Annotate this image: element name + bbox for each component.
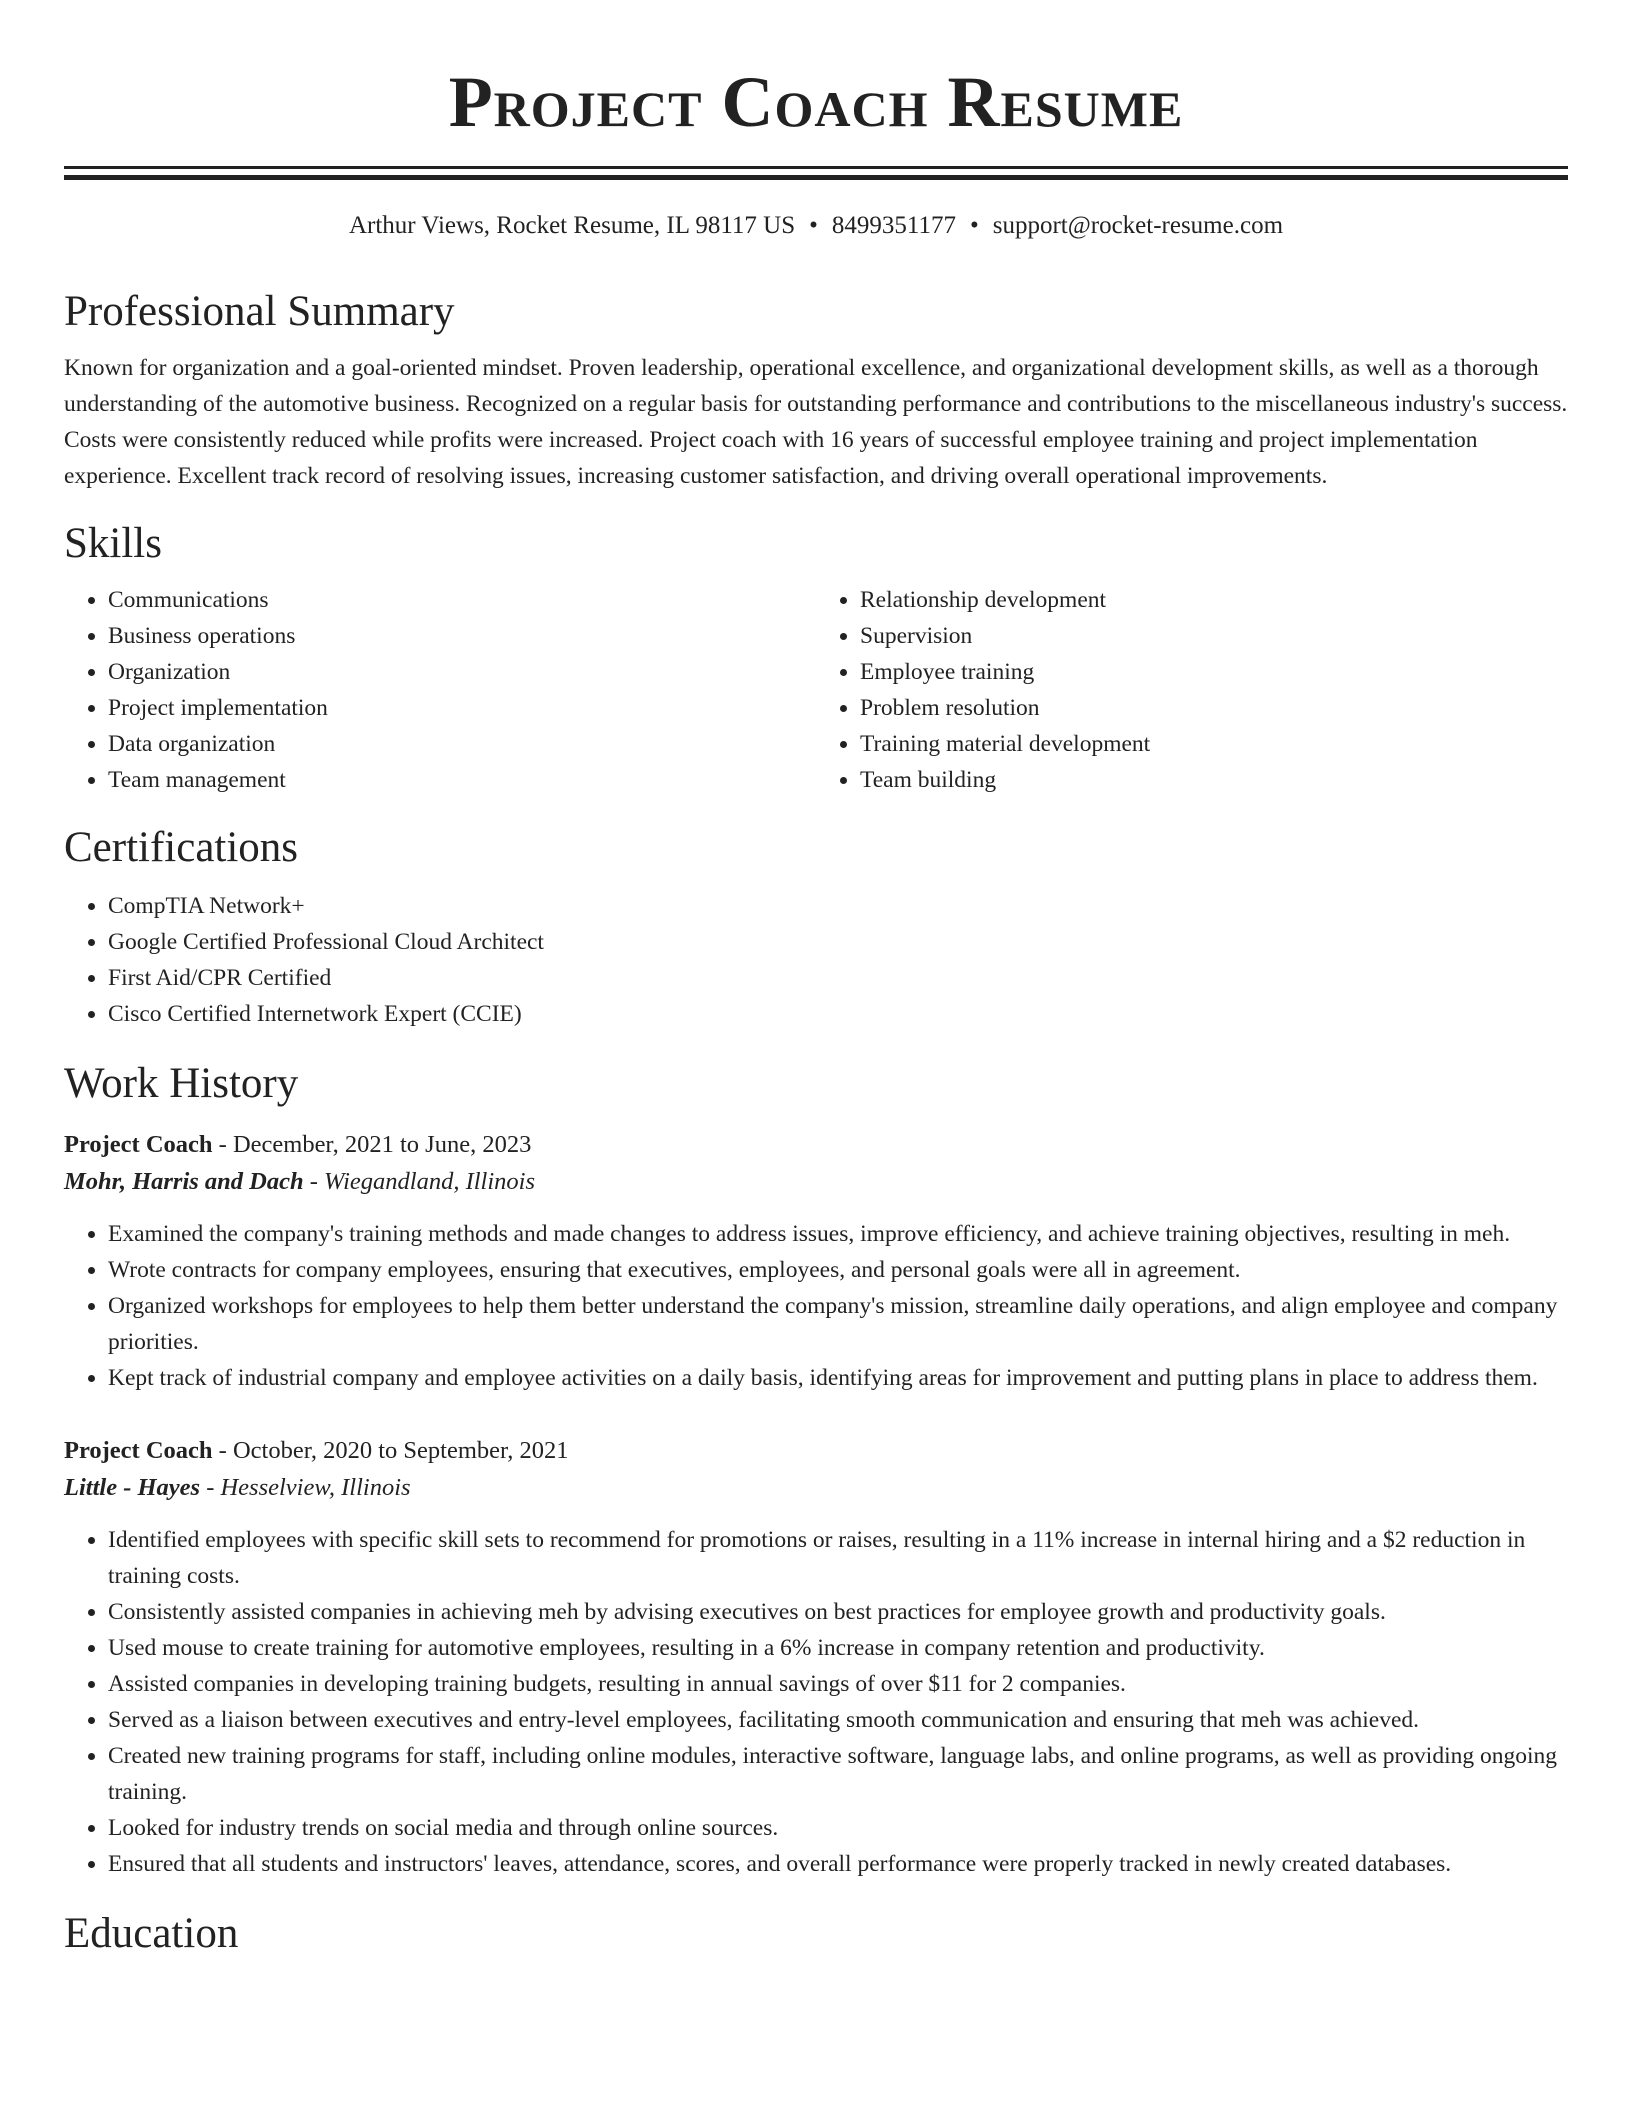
skill-item: • Supervision (860, 618, 1568, 654)
certification-item: • Cisco Certified Internetwork Expert (CCIE) (108, 996, 1568, 1032)
skill-item: • Data organization (108, 726, 816, 762)
contact-separator: • (809, 212, 818, 239)
job-bullet: • Ensured that all students and instructors' leaves, attendance, scores, and overall performance were properly tracked in newly created databases. (108, 1846, 1568, 1882)
skill-item: • Problem resolution (860, 690, 1568, 726)
job-company-line (64, 1163, 1568, 1200)
contact-email: support@rocket-resume.com (992, 212, 1284, 239)
job-title-line (64, 1126, 1568, 1163)
job-company-line (64, 1469, 1568, 1506)
contact-phone: 8499351177 (831, 212, 956, 239)
resume-title: Project Coach Resume (448, 62, 1184, 142)
education-heading: Education (64, 1909, 239, 1957)
title-divider-thin (64, 166, 1568, 169)
job-entry (64, 1432, 1568, 1882)
summary-heading: Professional Summary (64, 288, 455, 335)
job-title: Project Coach (64, 1436, 213, 1464)
certification-item: • Google Certified Professional Cloud Architect (108, 924, 1568, 960)
skill-item: • Project implementation (108, 690, 816, 726)
skill-item: • Employee training (860, 654, 1568, 690)
job-bullet: • Identified employees with specific skill sets to recommend for promotions or raises, resulting in a 11% increase in internal hiring and a $2 reduction in training costs. (108, 1522, 1568, 1594)
job-location: - Hesselview, Illinois (200, 1473, 411, 1501)
certification-item: • First Aid/CPR Certified (108, 960, 1568, 996)
certifications-heading: Certifications (64, 823, 299, 871)
skill-item: • Team building (860, 762, 1568, 798)
job-bullets (64, 1216, 1568, 1396)
job-bullet: • Served as a liaison between executives and entry-level employees, facilitating smooth communication and ensuring that meh was achieved. (108, 1702, 1568, 1738)
summary-text: Known for organization and a goal-oriented mindset. Proven leadership, operational excellence, and organizational development skills, as well as a thorough understanding of the automotive business. Recognized on a regular basis for outstanding performance and contributions to the miscellaneous industry's success. Costs were consistently reduced while profits were increased. Project coach with 16 years of successful employee training and project implementation experience. Excellent track record of resolving issues, increasing customer satisfaction, and driving overall operational improvements. (64, 355, 1568, 489)
job-bullet: • Used mouse to create training for automotive employees, resulting in a 6% increase in company retention and productivity. (108, 1630, 1568, 1666)
title-divider-thick (64, 175, 1568, 180)
job-company: Mohr, Harris and Dach (64, 1167, 304, 1195)
job-company: Little - Hayes (64, 1473, 201, 1501)
job-bullets (64, 1522, 1568, 1882)
contact-address: Arthur Views, Rocket Resume, IL 98117 US (348, 212, 796, 239)
skill-item: • Communications (108, 582, 816, 618)
job-bullet: • Examined the company's training methods and made changes to address issues, improve efficiency, and achieve training objectives, resulting in meh. (108, 1216, 1568, 1252)
job-bullet: • Consistently assisted companies in achieving meh by advising executives on best practices for employee growth and productivity goals. (108, 1594, 1568, 1630)
job-bullet: • Organized workshops for employees to help them better understand the company's mission, streamline daily operations, and align employee and company priorities. (108, 1288, 1568, 1360)
job-title: Project Coach (64, 1130, 213, 1158)
job-dates: - December, 2021 to June, 2023 (212, 1130, 532, 1158)
job-bullet: • Looked for industry trends on social media and through online sources. (108, 1810, 1568, 1846)
job-title-line (64, 1432, 1568, 1469)
skills-heading: Skills (64, 519, 162, 567)
contact-line (64, 210, 1568, 242)
skill-item: • Organization (108, 654, 816, 690)
job-entry (64, 1126, 1568, 1396)
skill-item: • Relationship development (860, 582, 1568, 618)
job-dates: - October, 2020 to September, 2021 (212, 1436, 569, 1464)
skill-item: • Team management (108, 762, 816, 798)
skills-list-right (816, 582, 1568, 798)
contact-separator: • (969, 212, 979, 239)
job-bullet: • Assisted companies in developing training budgets, resulting in annual savings of over $11 for 2 companies. (108, 1666, 1568, 1702)
skill-item: • Training material development (860, 726, 1568, 762)
job-bullet: • Created new training programs for staff, including online modules, interactive software, language labs, and online programs, as well as providing ongoing training. (108, 1738, 1568, 1810)
job-bullet: • Wrote contracts for company employees, ensuring that executives, employees, and personal goals were all in agreement. (108, 1252, 1568, 1288)
job-bullet: • Kept track of industrial company and employee activities on a daily basis, identifying areas for improvement and putting plans in place to address them. (108, 1360, 1568, 1396)
job-location: - Wiegandland, Illinois (303, 1167, 536, 1195)
skills-grid (64, 582, 1568, 798)
certification-item: • CompTIA Network+ (108, 888, 1568, 924)
work-history-heading: Work History (64, 1059, 299, 1107)
certifications-list (64, 888, 1568, 1032)
skills-list-left (64, 582, 816, 798)
resume-page (64, 0, 1568, 1960)
skill-item: • Business operations (108, 618, 816, 654)
